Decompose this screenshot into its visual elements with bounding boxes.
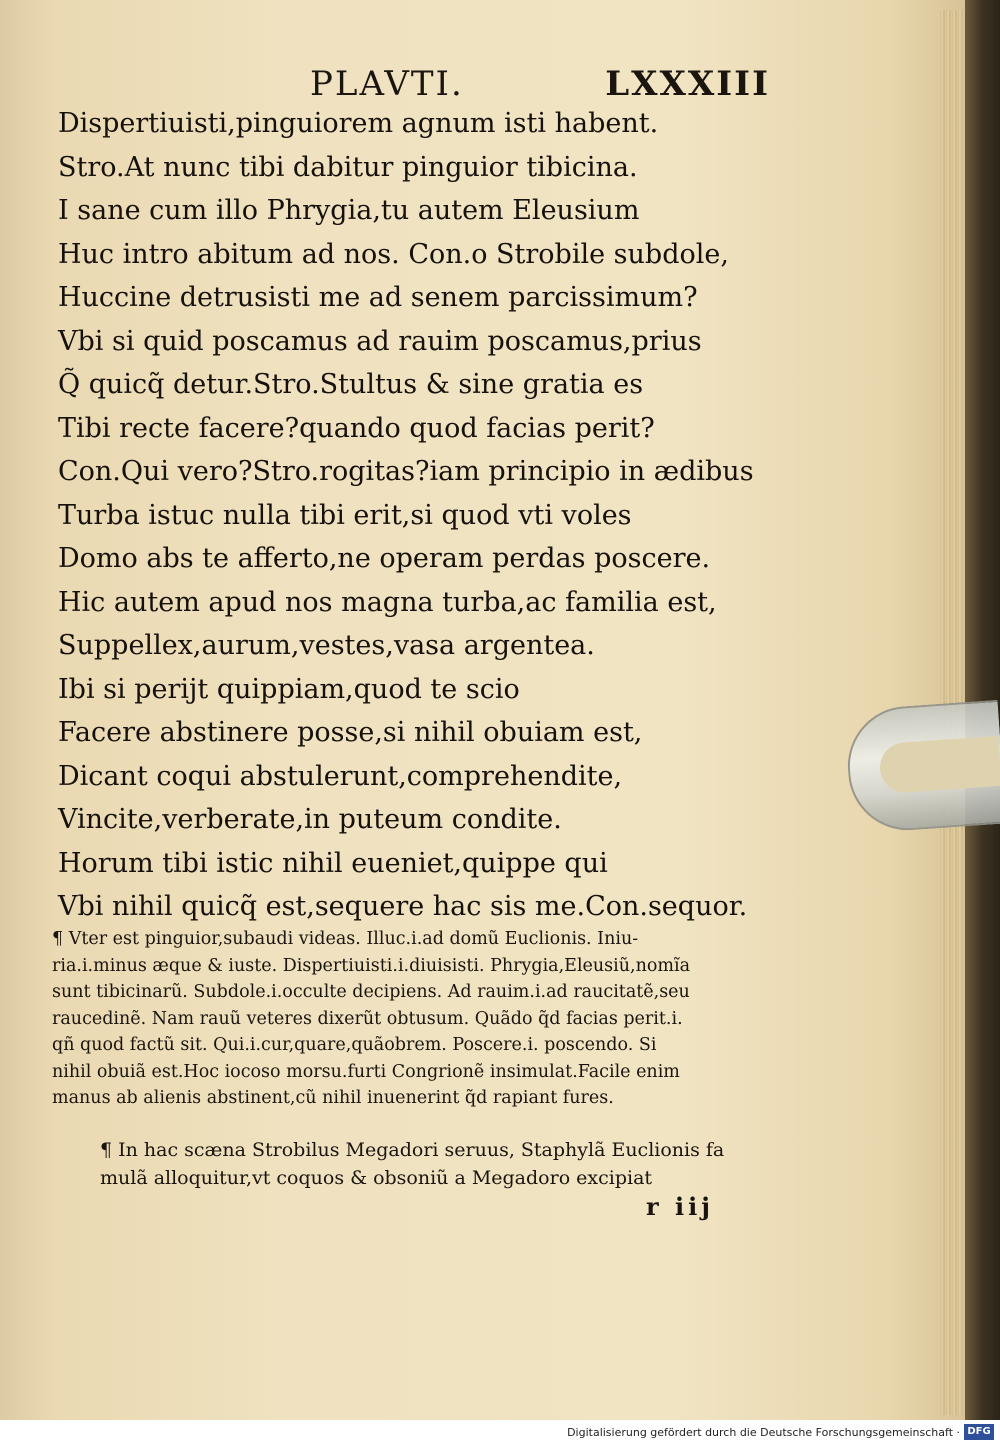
folio-number: LXXXIII bbox=[605, 64, 770, 104]
verse-line: Suppellex,aurum,vestes,vasa argentea. bbox=[58, 630, 595, 661]
verse-line: Domo abs te afferto,ne operam perdas poscere. bbox=[58, 543, 711, 574]
verse-line: Q̃ quicq̃ detur.Stro.Stultus & sine gratia es bbox=[58, 369, 644, 400]
verse-line: Huccine detrusisti me ad senem parcissimum? bbox=[58, 282, 698, 313]
commentary-line: qñ quod factũ sit. Qui.i.cur,quare,quãobrem. Poscere.i. poscendo. Si bbox=[52, 1035, 657, 1055]
verse-line: Horum tibi istic nihil eueniet,quippe qui bbox=[58, 847, 608, 879]
verse-line: Ibi si perijt quippiam,quod te scio bbox=[58, 673, 520, 705]
scene-argument-line: mulã alloquitur,vt coquos & obsoniũ a Megadoro excipiat bbox=[100, 1167, 653, 1189]
verse-line: I sane cum illo Phrygia,tu autem Eleusium bbox=[58, 195, 640, 226]
scene-argument bbox=[100, 1136, 780, 1192]
commentary-line: manus ab alienis abstinent,cũ nihil inuenerint q̃d rapiant fures. bbox=[52, 1088, 614, 1108]
digitization-footer bbox=[0, 1420, 1000, 1445]
commentary-line: ria.i.minus æque & iuste. Dispertiuisti.i.diuisisti. Phrygia,Eleusiũ,nomĩa bbox=[52, 955, 691, 976]
dfg-logo: DFG bbox=[964, 1424, 994, 1440]
scene-argument-line: ¶ In hac scæna Strobilus Megadori seruus, Staphylã Euclionis fa bbox=[100, 1139, 725, 1161]
commentary-line: nihil obuiã est.Hoc iocoso morsu.furti Congrionẽ insimulat.Facile enim bbox=[52, 1061, 680, 1082]
verse-line: Huc intro abitum ad nos. Con.o Strobile subdole, bbox=[58, 238, 729, 270]
verse-line: Vbi si quid poscamus ad rauim poscamus,prius bbox=[58, 325, 702, 357]
verse-block bbox=[58, 102, 778, 929]
verse-line: Vbi nihil quicq̃ est,sequere hac sis me.Con.sequor. bbox=[58, 891, 748, 922]
running-head-title: PLAVTI. bbox=[310, 64, 464, 104]
verse-line: Tibi recte facere?quando quod facias perit? bbox=[58, 412, 655, 444]
funding-credit: Digitalisierung gefördert durch die Deutsche Forschungsgemeinschaft · bbox=[567, 1426, 960, 1439]
verse-line: Vincite,verberate,in puteum condite. bbox=[58, 804, 562, 835]
verse-line: Turba istuc nulla tibi erit,si quod vti voles bbox=[58, 499, 632, 531]
verse-line: Stro.At nunc tibi dabitur pinguior tibicina. bbox=[58, 151, 638, 183]
commentary-line: ¶ Vter est pinguior,subaudi videas. Illuc.i.ad domũ Euclionis. Iniu- bbox=[52, 929, 639, 949]
page-clip-opening bbox=[878, 736, 1000, 794]
verse-line: Dispertiuisti,pinguiorem agnum isti habent. bbox=[58, 108, 659, 139]
verse-line: Facere abstinere posse,si nihil obuiam est, bbox=[58, 717, 643, 748]
verse-line: Con.Qui vero?Stro.rogitas?iam principio in ædibus bbox=[58, 456, 754, 487]
verse-line: Dicant coqui abstulerunt,comprehendite, bbox=[58, 760, 623, 792]
verse-line: Hic autem apud nos magna turba,ac familia est, bbox=[58, 586, 717, 618]
commentary-block bbox=[52, 926, 782, 1112]
commentary-line: sunt tibicinarũ. Subdole.i.occulte decipiens. Ad rauim.i.ad raucitatẽ,seu bbox=[52, 982, 690, 1002]
commentary-line: raucedinẽ. Nam rauũ veteres dixerũt obtusum. Quãdo q̃d facias perit.i. bbox=[52, 1008, 683, 1029]
signature-mark: r iij bbox=[646, 1192, 714, 1221]
